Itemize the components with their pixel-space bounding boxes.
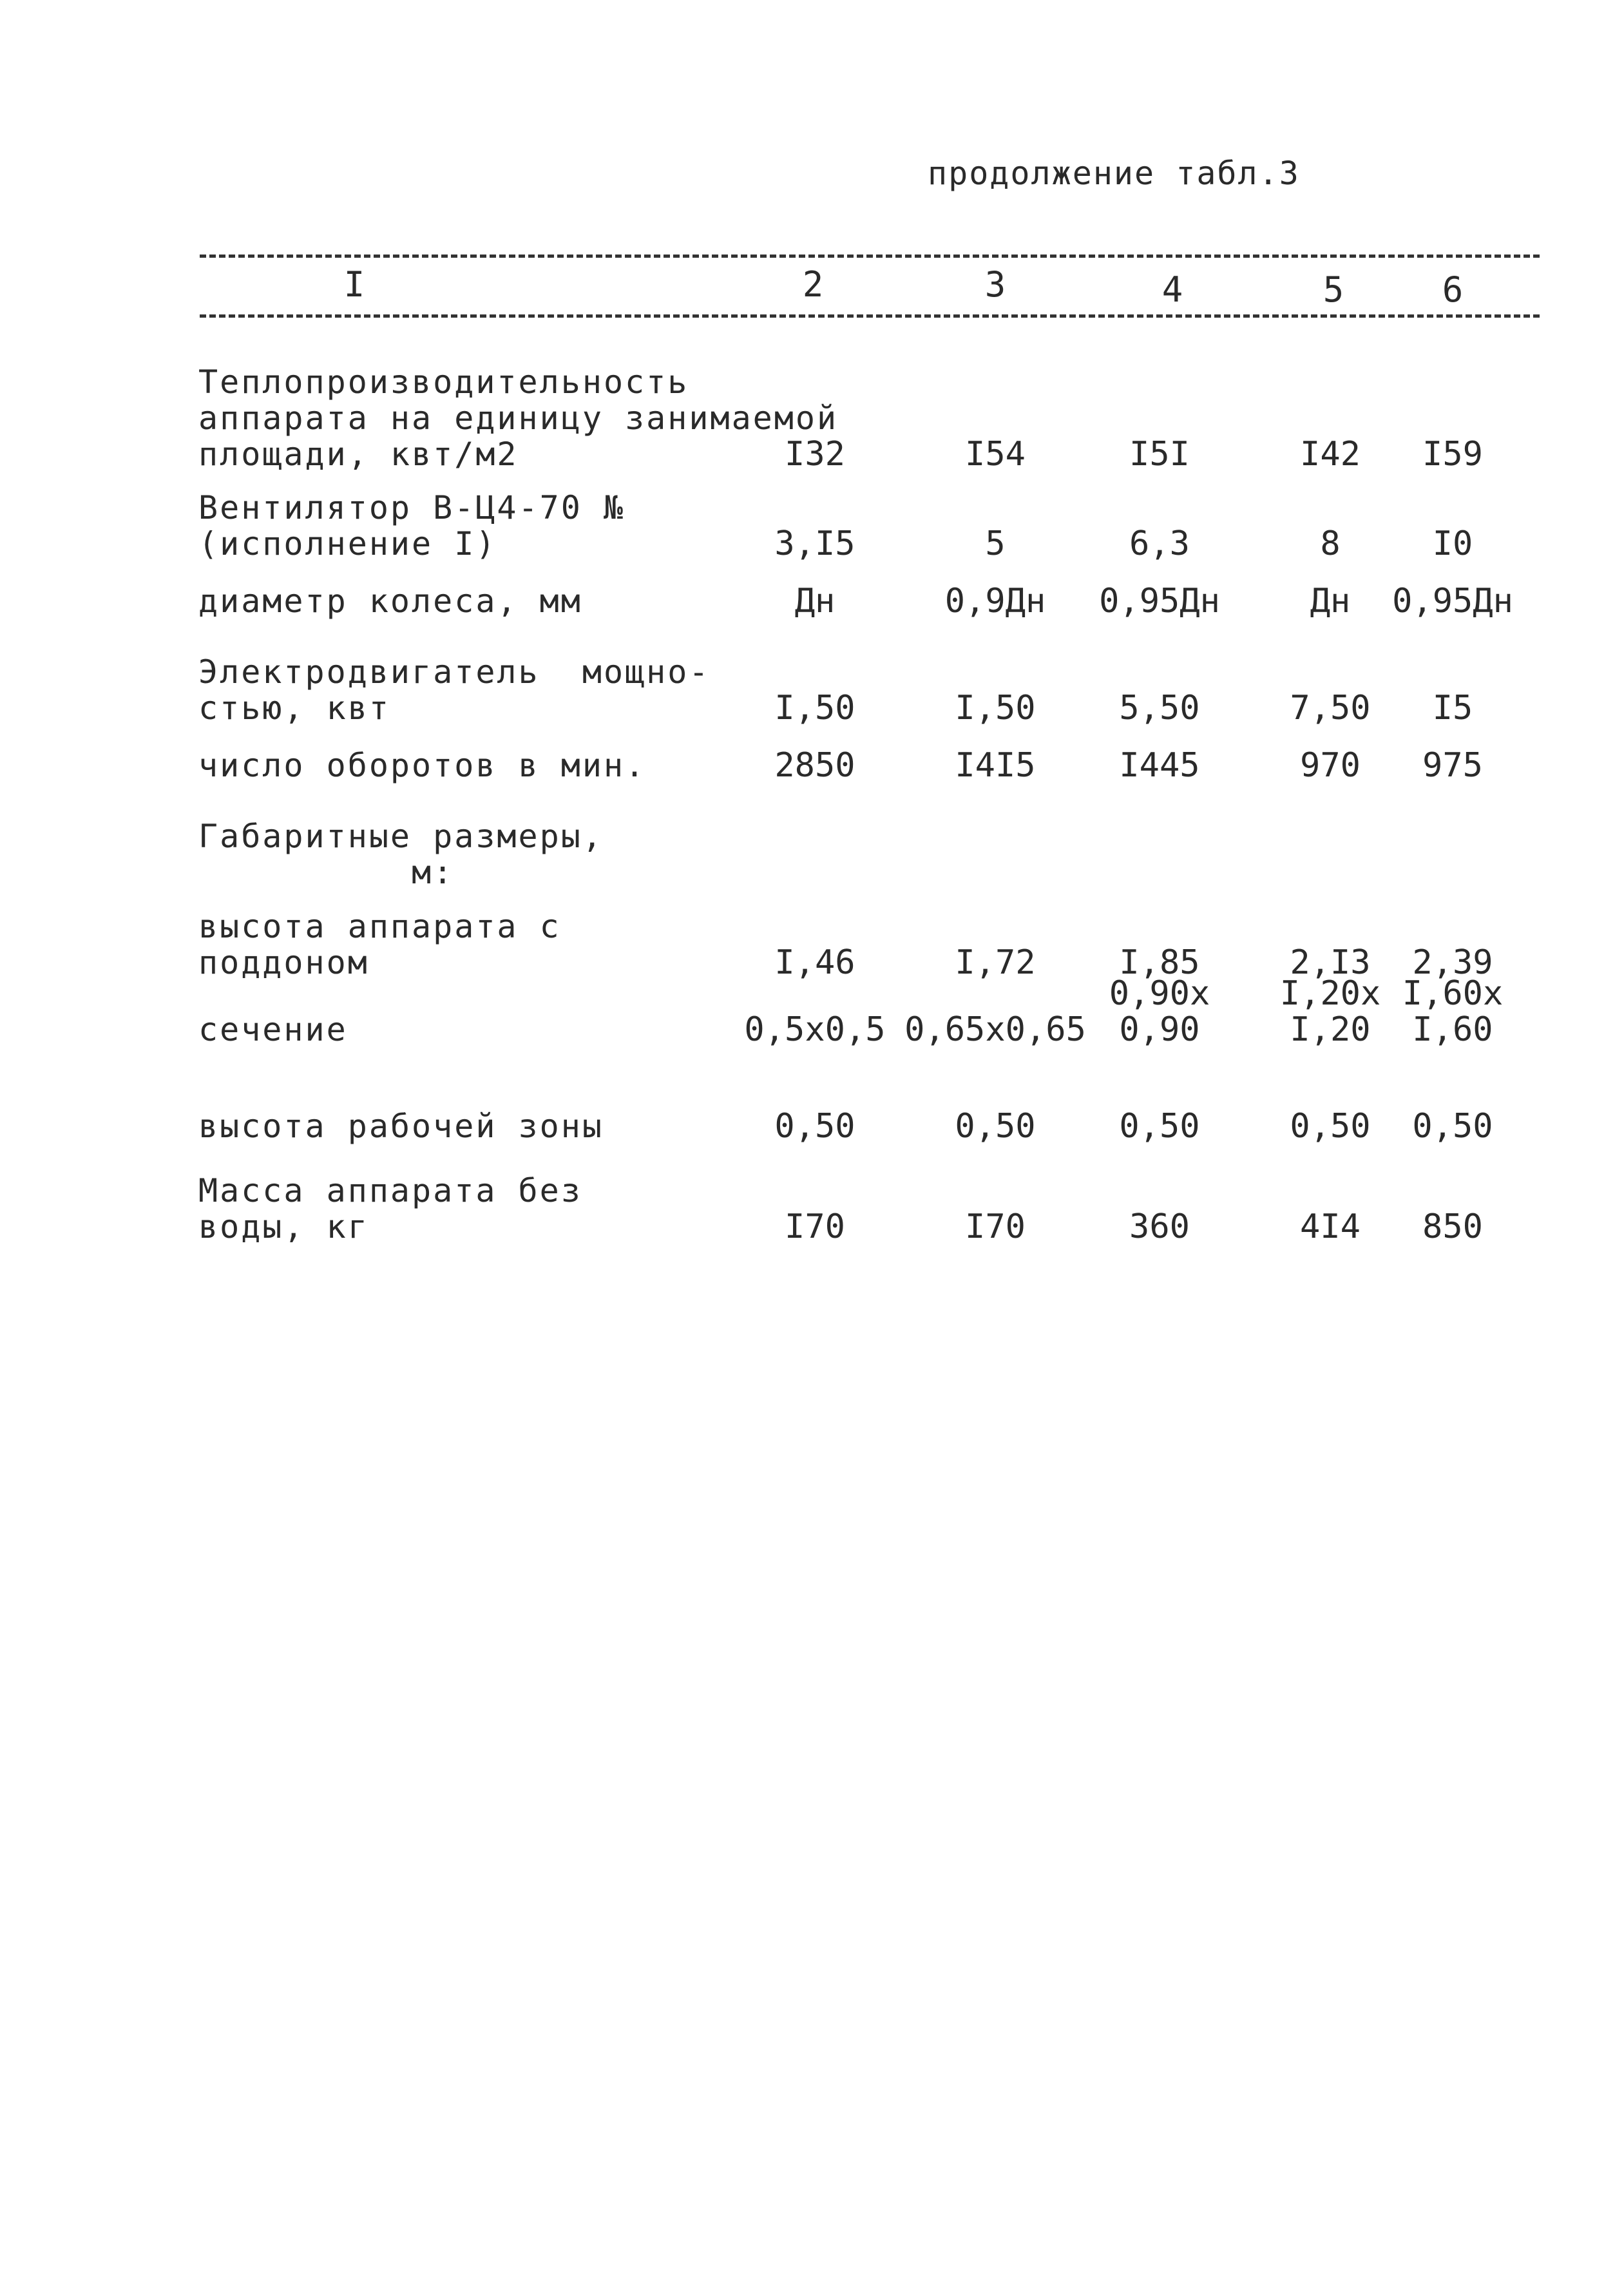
table-cell: Дн bbox=[794, 582, 836, 620]
row-label: диаметр колеса, мм bbox=[198, 582, 582, 620]
table-cell: 850 bbox=[1422, 1207, 1483, 1246]
table-cell: 7,50 bbox=[1290, 689, 1371, 727]
table-cell: 0,9Дн bbox=[944, 582, 1046, 620]
table-cell: 0,50 bbox=[1412, 1107, 1493, 1146]
table-cell: 0,50 bbox=[1119, 1107, 1200, 1146]
column-header-4: 4 bbox=[1161, 269, 1183, 310]
table-cell: 970 bbox=[1300, 746, 1361, 785]
table-cell: I445 bbox=[1119, 746, 1200, 785]
table-cell: 5 bbox=[985, 524, 1006, 563]
row-label: Вентилятор В-Ц4-70 № (исполнение I) bbox=[198, 489, 626, 563]
table-cell: I0 bbox=[1432, 524, 1473, 563]
row-label: высота рабочей зоны bbox=[198, 1108, 604, 1145]
table-cell: I,85 bbox=[1119, 943, 1200, 982]
row-label: Электродвигатель мощно- стью, квт bbox=[198, 653, 711, 727]
table-cell: 0,50 bbox=[1290, 1107, 1371, 1146]
row-label: высота аппарата с поддоном bbox=[198, 908, 561, 981]
table-cell: I,60x I,60 bbox=[1402, 974, 1504, 1049]
table-continuation-caption: продолжение табл.3 bbox=[928, 155, 1300, 192]
table-cell: 2,I3 bbox=[1290, 943, 1371, 982]
table-cell: 8 bbox=[1320, 524, 1341, 563]
table-cell: 5,50 bbox=[1119, 689, 1200, 727]
table-cell: I5 bbox=[1432, 689, 1473, 727]
table-cell: 2,39 bbox=[1412, 943, 1493, 982]
row-label: Габаритные размеры, м: bbox=[198, 818, 604, 891]
column-header-2: 2 bbox=[802, 264, 824, 305]
table-cell: 0,50 bbox=[774, 1107, 855, 1146]
table-cell: I,50 bbox=[955, 689, 1036, 727]
table-top-rule bbox=[200, 255, 1540, 258]
table-cell: 3,I5 bbox=[774, 524, 855, 563]
table-cell: 0,65x0,65 bbox=[904, 1010, 1086, 1049]
table-cell: I59 bbox=[1422, 435, 1483, 474]
table-cell: I,72 bbox=[955, 943, 1036, 982]
table-cell: I42 bbox=[1300, 435, 1361, 474]
row-label: сечение bbox=[198, 1011, 348, 1048]
table-cell: I,20x I,20 bbox=[1279, 974, 1381, 1049]
table-cell: I,46 bbox=[774, 943, 855, 982]
table-cell: 975 bbox=[1422, 746, 1483, 785]
table-cell: 0,5x0,5 bbox=[744, 1010, 886, 1049]
table-cell: I32 bbox=[785, 435, 845, 474]
table-cell: 0,95Дн bbox=[1099, 582, 1220, 620]
table-header-rule bbox=[200, 314, 1540, 318]
table-cell: 2850 bbox=[774, 746, 855, 785]
table-cell: I5I bbox=[1129, 435, 1190, 474]
table-cell: 0,50 bbox=[955, 1107, 1036, 1146]
column-header-1: I bbox=[343, 264, 365, 305]
table-cell: 0,95Дн bbox=[1392, 582, 1513, 620]
table-cell: 0,90x 0,90 bbox=[1109, 974, 1210, 1049]
row-label: Масса аппарата без воды, кг bbox=[198, 1172, 582, 1245]
row-label: число оборотов в мин. bbox=[198, 747, 647, 784]
table-cell: 360 bbox=[1129, 1207, 1190, 1246]
column-header-6: 6 bbox=[1442, 269, 1464, 310]
table-cell: I,50 bbox=[774, 689, 855, 727]
column-header-3: 3 bbox=[984, 264, 1006, 305]
table-cell: I4I5 bbox=[955, 746, 1036, 785]
row-label: Теплопроизводительность аппарата на единицу занимаемой площади, квт/м2 bbox=[198, 363, 839, 473]
table-cell: Дн bbox=[1310, 582, 1351, 620]
table-cell: I70 bbox=[785, 1207, 845, 1246]
table-cell: 6,3 bbox=[1129, 524, 1190, 563]
column-header-5: 5 bbox=[1323, 269, 1344, 310]
table-cell: I70 bbox=[965, 1207, 1026, 1246]
table-cell: I54 bbox=[965, 435, 1026, 474]
table-cell: 4I4 bbox=[1300, 1207, 1361, 1246]
